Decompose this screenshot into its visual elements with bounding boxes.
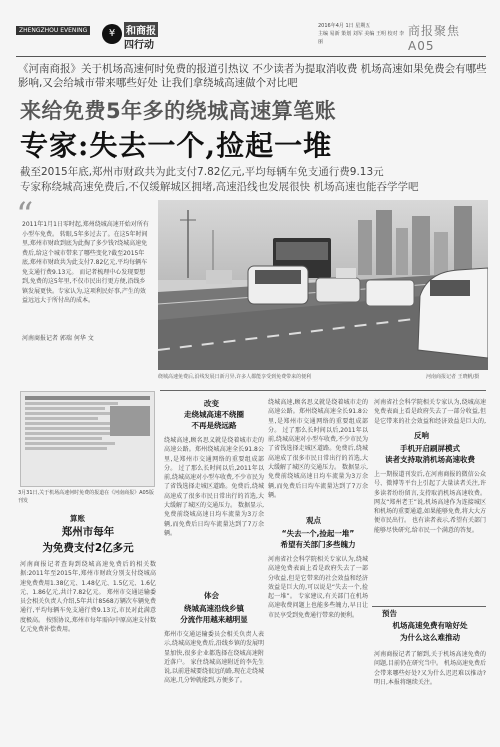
section-title-experience-2: 分流作用越来越明显 [180, 615, 248, 624]
photo-caption: 绕城高速免费后,沿线发展日新月异,许多人都能享受到免费带来的便利 [158, 374, 312, 380]
intro-column-text: 2011年1月1日零时起,郑州绕城高速开始对所有小型车免费。 转眼,5年多过去了。在这5年时间里,郑州市财政到底为此掏了多少钱?绕城高速免费后,给这个城市带来了哪些变化?截至2015年底,郑州市财政共为此支付7.82亿元,平均每辆车免支通行费9.13元。 而记者梳理中心发现要想到,免费的这5年里,不仅市民出行更方便,沿线乡镇发展更快。专家认为,这项利民好事,产生的效益远远大于所付出的成本。 [22, 221, 149, 304]
section-label-accounting: 算账 [70, 514, 85, 523]
section-title-preview-2: 为什么这么难推动 [400, 633, 460, 642]
byline: 河南商报记者 郭瑞 何华 文 [22, 335, 94, 342]
intro-column [16, 195, 152, 372]
divider [372, 606, 486, 607]
lead-paragraph: 《河南商报》关于机场高速何时免费的报道引热议 不少读者为提取消收费 机场高速如果免费会有哪些影响,又会给城市带来哪些好处 让我们拿绕城高速做个对比吧 [18, 63, 487, 89]
section-label-preview: 预告 [382, 609, 397, 618]
paper-badge: ZHENGZHOU EVENING [16, 26, 90, 35]
header-divider [16, 56, 486, 57]
section-label-response: 反响 [414, 431, 429, 440]
section-label-change: 改变 [204, 399, 219, 408]
page-header [16, 18, 486, 52]
section-text-change-continued: 绕城高速,顾名思义就是绕着城市走的高速公路。郑州绕城高速全长91.8公里,是郑州市交通网络的重要组成部分。 过了那么长时间以后,2011年以前,绕城高速对小型车收费,不少市民为了省钱选择走城区道路。免费后,绕城高速成了很多市民日常出行的首选,大大缓解了城区的交通压力。 数据显示,免费前绕城高速日均车流量为3万余辆,而免费后日均车流量达到了7万余辆。 [268, 399, 368, 499]
section-text-viewpoint-continued: 河南省社会科学院相关专家认为,绕城高速免费表面上看是政府失去了一部分收益,但是它带来的社会效益和经济效益是巨大的, [374, 399, 486, 425]
section-title-change-2: 不再是绕远路 [191, 421, 237, 430]
section-label-viewpoint: 观点 [306, 516, 321, 525]
headline-upper: 来给免费5年多的绕城高速算笔账 [20, 99, 337, 123]
logo-line-1: 和商报 [124, 22, 158, 37]
section-title-accounting-1: 郑州市每年 [61, 526, 115, 538]
section-title-response-1: 手机开启刷屏模式 [400, 444, 460, 453]
thumbnail-caption: 3月31日,关于机场高速何时免费的报道在《河南商报》A05版刊发 [18, 490, 154, 504]
subheadline-2: 专家称绕城高速免费后,不仅缓解城区拥堵,高速沿线也发展很快 机场高速也能吞学学吧 [20, 181, 419, 193]
section-label-experience: 体会 [204, 591, 219, 600]
quote-mark-icon: “ [16, 195, 34, 235]
section-text-preview: 河南商报记者了解到,关于机场高速免费的问题,目前仍在研究当中。 机场高速免费后会带来哪些好处?又为什么迟迟难以推动?明日,本报将继续关注。 [374, 651, 486, 686]
headline-main: 专家:失去一个,捡起一堆 [20, 129, 333, 162]
subheadline-1: 截至2015年底,郑州市财政共为此支付7.82亿元,平均每辆车免支通行费9.13元 [20, 166, 384, 178]
section-text-accounting: 河南商报记者查询到绕城高速免费后的相关数据:2011年至2015年,郑州市财政分别支付绕城高速免费费用1.38亿元、1.48亿元、1.5亿元、1.6亿元、1.86亿元,共计7.82亿元。 郑州市交通运输委员会相关负责人介绍,5年共计8568万辆次车辆免费通行,平均每辆车免支通行费9.13元,市民对此满意度极高。 按照协议,郑州市每年需向中原高速支付数亿元免费补偿费用。 [20, 561, 156, 634]
section-name: 商报聚焦 A05 [408, 24, 461, 53]
highway-photo [158, 200, 488, 370]
section-text-change: 绕城高速,顾名思义就是绕着城市走的高速公路。郑州绕城高速全长91.8公里,是郑州市交通网络的重要组成部分。 过了那么长时间以后,2011年以前,绕城高速对小型车收费,不少市民为了省钱选择走城区道路。免费后,绕城高速成了很多市民日常出行的首选,大大缓解了城区的交通压力。 数据显示,免费前绕城高速日均车流量为3万余辆,而免费后日均车流量达到了7万余辆。 [164, 437, 264, 537]
section-title-experience-1: 绕城高速沿线乡镇 [184, 604, 244, 613]
section-text-experience: 郑州市交通运输委员会相关负责人表示,绕城高速免费后,沿线乡镇的发展明显加快,很多企业都选择在绕城高速附近落户。 家住绕城高速附近的李先生说,以前进城要绕很远的路,现在走绕城高速,几分钟就能到,方便多了。 [164, 631, 264, 685]
section-text-response: 上一期报道刊发后,在河南商报的微信公众号、微博等平台上引起了大量读者关注,许多读者纷纷留言,支持取消机场高速收费。 网友“郑州老王”说,机场高速作为连接城区和机场的重要通道,如果能够免费,将大大方便市民出行。 也有读者表示,希望有关部门能够尽快研究,给市民一个满意的答复。 [374, 471, 486, 534]
section-title-accounting-2: 为免费支付2亿多元 [42, 542, 134, 554]
photo-credit: 河南商报记者 王晓帆/摄 [426, 374, 480, 380]
section-title-viewpoint-1: “失去一个,捡起一堆” [281, 529, 355, 538]
logo-line-2: 四行动 [124, 40, 154, 51]
issue-meta: 2016年4月 1日 星期五 主编 易新 策划 刘军 美编 王明 校对 李丽 [318, 23, 405, 45]
section-title-response-2: 读者支持取消机场高速收费 [385, 455, 475, 464]
divider [160, 390, 486, 391]
yuan-icon: ¥ [102, 24, 122, 44]
section-title-change-1: 走绕城高速不绕圈 [184, 410, 244, 419]
column-logo [102, 18, 180, 52]
section-title-viewpoint-2: 希望有关部门多些魄力 [280, 540, 356, 549]
section-title-preview-1: 机场高速免费有啥好处 [392, 621, 468, 630]
section-text-viewpoint: 河南省社会科学院相关专家认为,绕城高速免费表面上看是政府失去了一部分收益,但是它带来的社会效益和经济效益是巨大的,可以说是“失去一个,捡起一堆”。 专家建议,有关部门在机场高速收费问题上也能多些魄力,早日让市民享受到免费通行带来的便利。 [268, 556, 368, 619]
previous-issue-thumbnail [20, 391, 155, 487]
